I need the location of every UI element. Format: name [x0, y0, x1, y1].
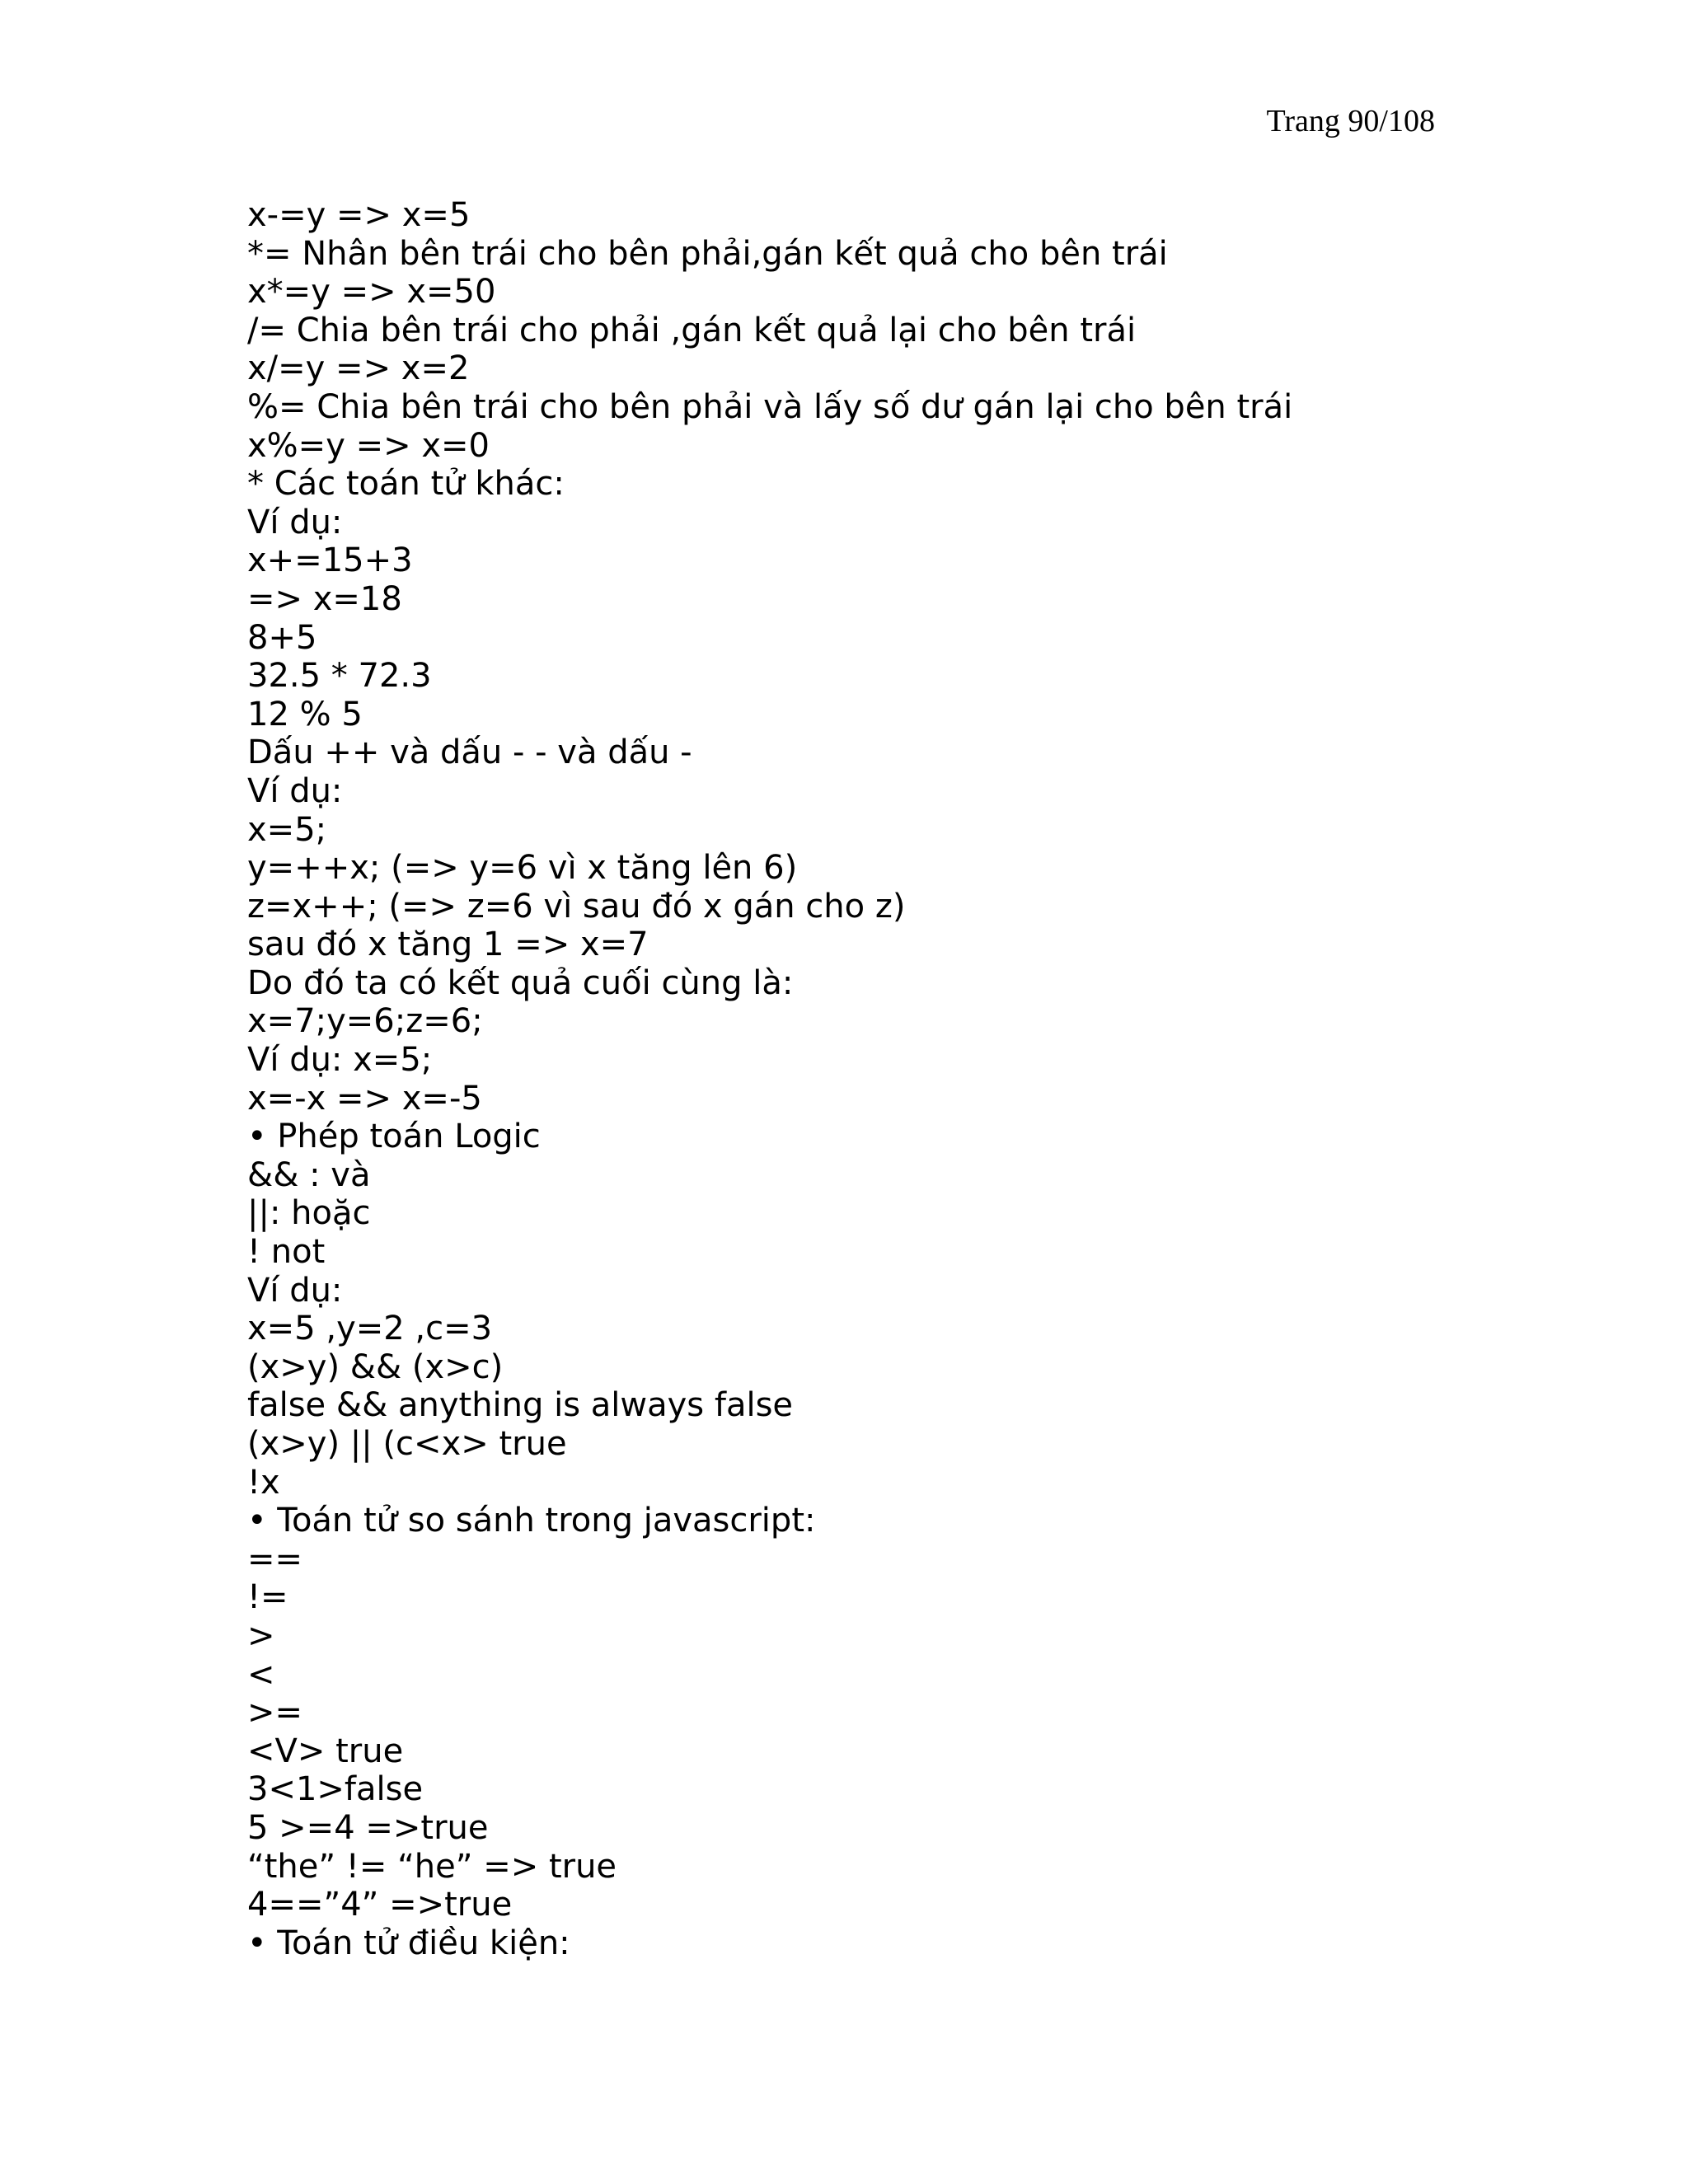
text-line: 8+5: [247, 618, 317, 657]
section-heading: * Các toán tử khác:: [247, 465, 565, 504]
text-line: 3<1>false: [247, 1770, 424, 1809]
text-line: y=++x; (=> y=6 vì x tăng lên 6): [247, 849, 798, 888]
text-line: && : và: [247, 1155, 371, 1194]
text-line: 32.5 * 72.3: [247, 657, 432, 696]
text-line: x=5 ,y=2 ,c=3: [247, 1310, 493, 1348]
text-line: >=: [247, 1694, 303, 1732]
text-line: z=x++; (=> z=6 vì sau đó x gán cho z): [247, 887, 906, 926]
text-line: Do đó ta có kết quả cuối cùng là:: [247, 963, 794, 1002]
text-line: “the” != “he” => true: [247, 1847, 617, 1886]
text-line: (x>y) && (x>c): [247, 1347, 504, 1386]
text-line: 4==”4” =>true: [247, 1886, 513, 1924]
text-line: %= Chia bên trái cho bên phải và lấy số dư gán lại cho bên trái: [247, 387, 1293, 426]
text-line: ==: [247, 1540, 303, 1578]
text-line: x-=y => x=5: [247, 196, 471, 234]
text-line: ||: hoặc: [247, 1194, 371, 1233]
text-line: x=7;y=6;z=6;: [247, 1002, 483, 1041]
text-line: sau đó x tăng 1 => x=7: [247, 926, 649, 964]
bullet-heading: • Toán tử so sánh trong javascript:: [247, 1502, 816, 1540]
text-line: Ví dụ:: [247, 771, 343, 810]
text-line: >: [247, 1616, 275, 1655]
text-line: Ví dụ:: [247, 503, 343, 541]
text-line: !=: [247, 1578, 288, 1617]
page-number: Trang 90/108: [1266, 104, 1435, 138]
bullet-heading: • Phép toán Logic: [247, 1118, 541, 1156]
text-line: x=5;: [247, 810, 327, 849]
text-line: x=-x => x=-5: [247, 1079, 482, 1118]
text-line: false && anything is always false: [247, 1386, 794, 1425]
text-line: ! not: [247, 1233, 326, 1272]
text-line: Ví dụ:: [247, 1271, 343, 1310]
text-line: x*=y => x=50: [247, 273, 496, 312]
text-line: <: [247, 1655, 275, 1694]
text-line: <V> true: [247, 1732, 404, 1770]
text-line: x%=y => x=0: [247, 426, 490, 465]
document-body: [247, 196, 1484, 1962]
text-line: Dấu ++ và dấu - - và dấu -: [247, 733, 692, 772]
text-line: (x>y) || (c<x> true: [247, 1425, 567, 1463]
text-line: /= Chia bên trái cho phải ,gán kết quả lại cho bên trái: [247, 311, 1137, 349]
text-line: x+=15+3: [247, 541, 413, 580]
text-line: => x=18: [247, 579, 402, 618]
text-line: !x: [247, 1463, 280, 1502]
text-line: x/=y => x=2: [247, 349, 470, 388]
text-line: Ví dụ: x=5;: [247, 1041, 433, 1080]
bullet-heading: • Toán tử điều kiện:: [247, 1924, 570, 1962]
text-line: 5 >=4 =>true: [247, 1808, 489, 1847]
text-line: *= Nhân bên trái cho bên phải,gán kết quả cho bên trái: [247, 234, 1168, 273]
text-line: 12 % 5: [247, 695, 363, 733]
